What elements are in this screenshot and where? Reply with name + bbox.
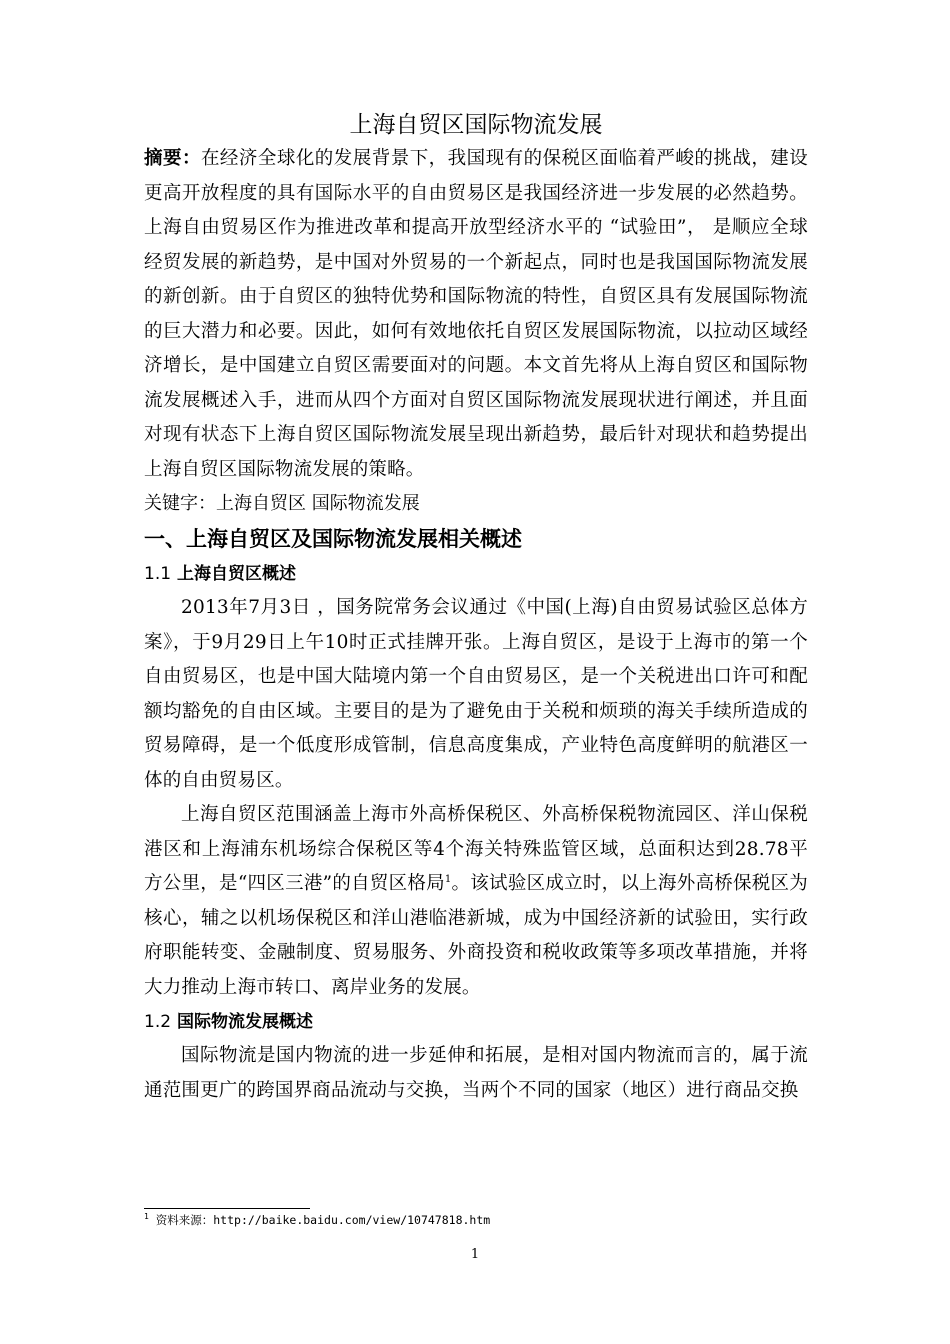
page-number: 1 bbox=[470, 1247, 480, 1262]
document-title: 上海自贸区国际物流发展 bbox=[349, 112, 603, 138]
abstract-text: 在经济全球化的发展背景下，我国现有的保税区面临着严峻的挑战，建设更高开放程度的具有国际水平的自由贸易区是我国经济进一步发展的必然趋势。上海自由贸易区作为推进改革和提高开放型经济水平的 “试验田”， 是顺应全球经贸发展的新趋势，是中国对外贸易的一个新起点，同时也是我国国际物流发展的新创新。由于自贸区的独特优势和国际物流的特性，自贸区具有发展国际物流的巨大潜力和必要。因此，如何有效地依托自贸区发展国际物流，以拉动区域经济增长，是中国建立自贸区需要面对的问题。本文首先将从上海自贸区和国际物流发展概述入手，进而从四个方面对自贸区国际物流发展现状进行阐述，并且面对现有状态下上海自贸区国际物流发展呈现出新趋势，最后针对现状和趋势提出上海自贸区国际物流发展的策略。 bbox=[144, 148, 808, 480]
footnote-text[interactable]: 资料来源：http://baike.baidu.com/view/10747818.htm bbox=[148, 1213, 491, 1227]
subsection-title: 国际物流发展概述 bbox=[177, 1012, 314, 1032]
footnote-separator bbox=[144, 1208, 310, 1209]
keywords-label: 关键字： bbox=[144, 493, 216, 514]
body-paragraph-2 bbox=[144, 798, 808, 1005]
subsection-number: 1.2 bbox=[144, 1012, 172, 1032]
footnote-number: 1 bbox=[144, 1212, 149, 1222]
abstract-label: 摘要： bbox=[144, 148, 201, 169]
subsection-number: 1.1 bbox=[144, 564, 172, 584]
paragraph-text-after-note: 。该试验区成立时，以上海外高桥保税区为核心，辅之以机场保税区和洋山港临港新城，成为中国经济新的试验田，实行政府职能转变、金融制度、贸易服务、外商投资和税收政策等多项改革措施，并将大力推动上海市转口、离岸业务的发展。 bbox=[144, 873, 808, 998]
paragraph-text-before-note: 上海自贸区范围涵盖上海市外高桥保税区、外高桥保税物流园区、洋山保税港区和上海浦东机场综合保税区等4个海关特殊监管区域，总面积达到28.78平方公里，是“四区三港”的自贸区格局 bbox=[144, 804, 808, 894]
page-body bbox=[144, 108, 808, 1108]
footnote bbox=[144, 1212, 490, 1228]
subsection-heading-1-1 bbox=[144, 557, 808, 591]
abstract-paragraph bbox=[144, 142, 808, 487]
section-heading-1: 一、上海自贸区及国际物流发展相关概述 bbox=[144, 527, 522, 551]
body-paragraph-3: 国际物流是国内物流的进一步延伸和拓展，是相对国内物流而言的，属于流通范围更广的跨国界商品流动与交换，当两个不同的国家（地区）进行商品交换 bbox=[144, 1045, 808, 1101]
keywords-line bbox=[144, 487, 808, 521]
footnote-reference[interactable]: 1 bbox=[444, 873, 452, 885]
keywords-text: 上海自贸区 国际物流发展 bbox=[216, 493, 420, 514]
body-paragraph-1: 2013年7月3日 ，国务院常务会议通过《中国(上海)自由贸易试验区总体方案》，于9月29日上午10时正式挂牌开张。上海自贸区，是设于上海市的第一个自由贸易区，也是中国大陆境内第一个自由贸易区，是一个关税进出口许可和配额均豁免的自由区域。主要目的是为了避免由于关税和烦琐的海关手续所造成的贸易障碍，是一个低度形成管制，信息高度集成，产业特色高度鲜明的航港区一体的自由贸易区。 bbox=[144, 597, 808, 791]
subsection-heading-1-2 bbox=[144, 1005, 808, 1039]
subsection-title: 上海自贸区概述 bbox=[177, 564, 297, 584]
